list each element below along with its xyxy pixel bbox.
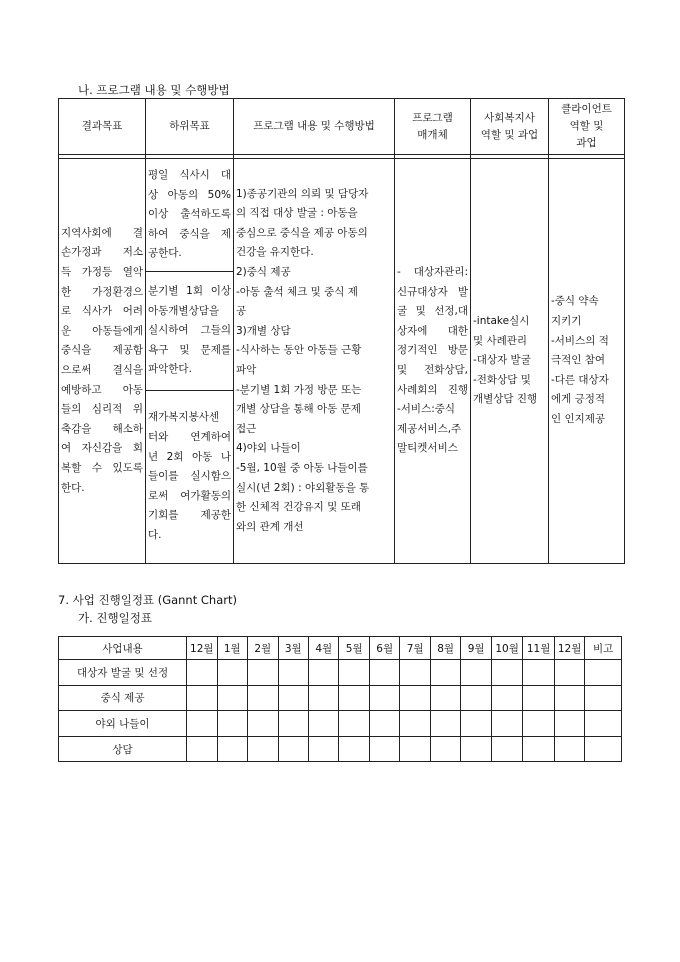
schedule-subtitle: 가. 진행일정표	[78, 611, 152, 625]
gantt-cell	[278, 711, 308, 737]
text-line: 한 가정환경으	[61, 285, 143, 298]
gantt-cell	[554, 660, 584, 686]
header-client-line: 과업	[576, 137, 597, 149]
gantt-header-month: 10월	[491, 637, 523, 660]
text-line: -전화상담 및	[473, 373, 531, 386]
text-line: 제공서비스,주	[397, 422, 462, 435]
gantt-cell	[278, 685, 308, 711]
section-title: 나. 프로그램 내용 및 수행방법	[78, 83, 230, 97]
text-line: 공한다.	[148, 247, 182, 260]
gantt-cell	[308, 736, 338, 762]
text-line: 신규대상자 발	[397, 285, 468, 298]
text-line: 공	[236, 305, 247, 318]
gantt-cell	[369, 685, 399, 711]
text-line: 말티켓서비스	[397, 442, 458, 455]
gantt-cell	[430, 660, 460, 686]
text-line: -intake실시	[473, 315, 530, 328]
gantt-row	[59, 736, 622, 762]
gantt-task-label: 상담	[59, 736, 187, 762]
gantt-cell	[187, 660, 217, 686]
text-line: 여 자신감을 회	[61, 442, 143, 455]
text-line: 평일 식사시 대	[148, 169, 231, 182]
text-line: 및 사례관리	[473, 334, 528, 347]
header-worker-line: 역할 및 과업	[480, 128, 539, 141]
text-line: 지키기	[551, 315, 582, 328]
gantt-cell	[248, 660, 278, 686]
text-line: 한 신체적 건강유지 및 또래	[236, 501, 361, 514]
text-line: 기회를 제공한	[148, 509, 231, 522]
sub-goal-block	[146, 390, 233, 563]
text-line: -식사하는 동안 아동들 근황	[236, 344, 362, 357]
text-line: 재가복지봉사센	[148, 411, 220, 424]
text-line: 터와 연계하여	[148, 431, 231, 444]
gantt-header-month: 3월	[278, 637, 308, 660]
text-line: 아동개별상담을	[148, 304, 220, 317]
text-line: 들의 심리적 위	[61, 403, 143, 416]
text-line: 욕구 및 문제를	[148, 343, 231, 356]
gantt-cell	[339, 660, 369, 686]
gantt-cell	[187, 685, 217, 711]
gantt-cell	[217, 685, 247, 711]
text-line: 건강을 유지한다.	[236, 246, 314, 259]
gantt-cell	[248, 736, 278, 762]
gantt-header-month: 4월	[308, 637, 338, 660]
gantt-row	[59, 685, 622, 711]
text-line: 실시(년 2회) : 야외활동을 통	[236, 481, 370, 494]
text-line: 개별상담 진행	[473, 393, 538, 406]
header-content: 프로그램 내용 및 수행방법	[234, 99, 395, 155]
text-line: -5월, 10월 중 아동 나들이를	[236, 461, 368, 474]
gantt-cell	[278, 736, 308, 762]
text-line: -대상자 발굴	[473, 354, 531, 367]
text-line: 에게 긍정적	[551, 393, 606, 406]
gantt-cell	[369, 660, 399, 686]
gantt-cell	[339, 685, 369, 711]
gantt-cell	[461, 736, 491, 762]
gantt-cell	[308, 685, 338, 711]
text-line: 운 아동들에게	[61, 324, 143, 337]
gantt-header-month: 11월	[523, 637, 555, 660]
gantt-cell	[217, 711, 247, 737]
text-line: 들이를 실시함으	[148, 470, 231, 483]
gantt-cell	[217, 736, 247, 762]
text-line: 하여 중식을 제	[148, 227, 231, 240]
gantt-cell	[400, 660, 430, 686]
program-table	[58, 98, 625, 564]
gantt-cell	[523, 660, 555, 686]
client-cell	[549, 159, 625, 564]
gantt-cell	[491, 660, 523, 686]
gantt-cell	[430, 711, 460, 737]
text-line: 득 가정등 열악	[61, 266, 143, 279]
text-line: 개별 상담을 통해 아동 문제	[236, 403, 361, 416]
text-line: 3)개별 상담	[236, 324, 291, 337]
gantt-cell	[523, 685, 555, 711]
gantt-header-month: 7월	[400, 637, 430, 660]
header-client	[549, 99, 625, 155]
gantt-task-label: 야외 나들이	[59, 711, 187, 737]
gantt-header-task: 사업내용	[59, 637, 187, 660]
gantt-cell	[278, 660, 308, 686]
text-line: 이상 출석하도록	[148, 208, 231, 221]
text-line: 복할 수 있도록	[61, 461, 143, 474]
text-line: 인 인지제공	[551, 412, 606, 425]
gantt-cell	[523, 736, 555, 762]
text-line: - 대상자관리:	[397, 266, 468, 279]
text-line: 접근	[236, 422, 257, 435]
text-line: 2)중식 제공	[236, 266, 291, 279]
text-line: 의 직접 대상 발굴 : 아동을	[236, 207, 358, 220]
gantt-cell	[554, 736, 584, 762]
gantt-table	[58, 636, 622, 762]
header-client-line: 클라이언트	[561, 103, 612, 115]
gantt-cell	[400, 711, 430, 737]
text-line: -서비스:중식	[397, 403, 456, 416]
gantt-cell	[187, 736, 217, 762]
text-line: 다.	[148, 528, 162, 541]
program-header-row	[59, 99, 625, 155]
gantt-cell	[554, 685, 584, 711]
gantt-header-month: 12월	[554, 637, 584, 660]
text-line: 으로써 결식을	[61, 364, 143, 376]
gantt-row	[59, 660, 622, 686]
gantt-cell	[400, 736, 430, 762]
text-line: 파악	[236, 364, 257, 376]
gantt-header-month: 6월	[369, 637, 399, 660]
gantt-header-month: 2월	[248, 637, 278, 660]
header-client-line: 역할 및	[569, 120, 604, 132]
text-line: 상자에 대한	[397, 324, 468, 337]
gantt-cell	[585, 736, 622, 762]
gantt-cell	[308, 711, 338, 737]
text-line: 사례회의 진행	[397, 383, 468, 396]
text-line: 로 식사가 어려	[61, 305, 143, 318]
gantt-row	[59, 711, 622, 737]
gantt-header-month: 1월	[217, 637, 247, 660]
text-line: -분기별 1회 가정 방문 또는	[236, 383, 362, 396]
gantt-cell	[585, 711, 622, 737]
gantt-header-month: 9월	[461, 637, 491, 660]
header-sub-goal: 하위목표	[146, 99, 234, 155]
text-line: 4)야외 나들이	[236, 442, 301, 455]
gantt-cell	[339, 736, 369, 762]
text-line: 손가정과 저소	[61, 246, 143, 259]
text-line: 한다.	[61, 481, 85, 494]
gantt-cell	[369, 711, 399, 737]
gantt-header-note: 비고	[585, 637, 622, 660]
header-result-goal: 결과목표	[59, 99, 146, 155]
text-line: 분기별 1회 이상	[148, 285, 231, 298]
text-line: 예방하고 아동	[61, 383, 143, 396]
text-line: 굴 및 선정,대	[397, 305, 468, 318]
gantt-cell	[248, 685, 278, 711]
text-line: -중식 약속	[551, 295, 599, 308]
gantt-cell	[369, 736, 399, 762]
content-cell	[234, 159, 395, 564]
gantt-cell	[585, 685, 622, 711]
text-line: 정기적인 방문	[397, 344, 468, 357]
text-line: 로써 여가활동의	[148, 489, 231, 502]
media-cell	[395, 159, 471, 564]
gantt-cell	[491, 685, 523, 711]
header-media-line: 매개체	[417, 128, 448, 141]
text-line: -아동 출석 체크 및 중식 제	[236, 285, 358, 298]
gantt-cell	[339, 711, 369, 737]
text-line: 년 2회 아동 나	[148, 450, 231, 463]
gantt-cell	[491, 711, 523, 737]
text-line: 및 전화상담,	[397, 364, 468, 376]
gantt-cell	[461, 660, 491, 686]
gantt-cell	[491, 736, 523, 762]
schedule-title: 7. 사업 진행일정표 (Gannt Chart)	[58, 593, 237, 607]
sub-goal-block	[146, 271, 233, 390]
header-media-line: 프로그램	[412, 111, 453, 124]
text-line: -다른 대상자	[551, 373, 609, 386]
gantt-cell	[523, 711, 555, 737]
gantt-cell	[187, 711, 217, 737]
gantt-cell	[400, 685, 430, 711]
gantt-cell	[554, 711, 584, 737]
gantt-cell	[461, 711, 491, 737]
gantt-cell	[308, 660, 338, 686]
gantt-cell	[585, 660, 622, 686]
gantt-header-month: 8월	[430, 637, 460, 660]
gantt-cell	[461, 685, 491, 711]
text-line: 1)종공기관의 의뢰 및 담당자	[236, 187, 369, 200]
gantt-header-month: 5월	[339, 637, 369, 660]
gantt-cell	[430, 685, 460, 711]
text-line: 상 아동의 50%	[148, 188, 231, 201]
text-line: 파악한다.	[148, 363, 192, 376]
gantt-cell	[430, 736, 460, 762]
gantt-cell	[248, 711, 278, 737]
gantt-task-label: 대상자 발굴 및 선정	[59, 660, 187, 686]
result-goal-cell	[59, 159, 146, 564]
text-line: 중식을 제공함	[61, 344, 143, 357]
sub-goal-cell	[146, 159, 234, 564]
sub-goal-block	[146, 159, 233, 271]
worker-cell	[471, 159, 549, 564]
text-line: 중심으로 중식을 제공 아동의	[236, 226, 368, 239]
gantt-cell	[217, 660, 247, 686]
program-body-row	[59, 159, 625, 564]
text-line: 와의 관계 개선	[236, 520, 304, 533]
header-worker	[471, 99, 549, 155]
text-line: 축감을 해소하	[61, 422, 143, 435]
header-worker-line: 사회복지사	[484, 111, 535, 124]
text-line: 지역사회에 결	[61, 226, 143, 239]
text-line: 극적인 참여	[551, 354, 606, 367]
text-line: 실시하여 그들의	[148, 324, 231, 337]
text-line: -서비스의 적	[551, 334, 609, 347]
header-media	[395, 99, 471, 155]
gantt-header-row	[59, 637, 622, 660]
gantt-header-month: 12월	[187, 637, 217, 660]
gantt-task-label: 중식 제공	[59, 685, 187, 711]
